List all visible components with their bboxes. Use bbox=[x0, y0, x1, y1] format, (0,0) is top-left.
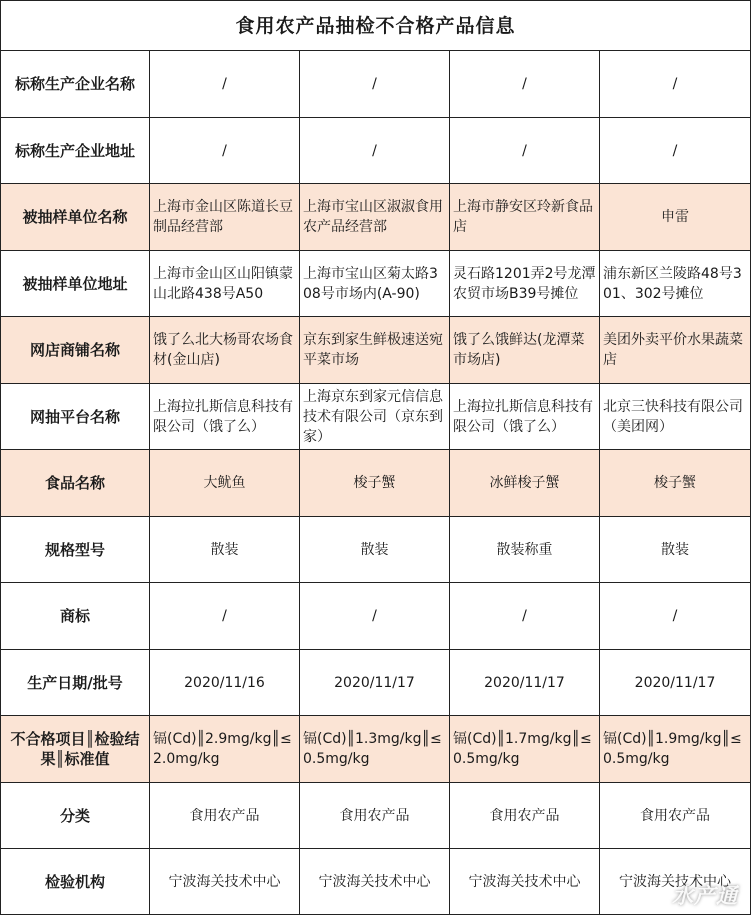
table-cell: 梭子蟹 bbox=[300, 450, 450, 517]
row-label: 网店商铺名称 bbox=[1, 317, 150, 384]
table-cell: 散装 bbox=[600, 517, 751, 583]
row-label: 商标 bbox=[1, 583, 150, 650]
table-cell: 饿了么饿鲜达(龙潭菜市场店) bbox=[450, 317, 600, 384]
row-label: 网抽平台名称 bbox=[1, 384, 150, 450]
row-label: 分类 bbox=[1, 783, 150, 849]
table-row bbox=[1, 118, 751, 184]
table-cell: 灵石路1201弄2号龙潭农贸市场B39号摊位 bbox=[450, 251, 600, 317]
row-label: 规格型号 bbox=[1, 517, 150, 583]
table-cell: / bbox=[600, 51, 751, 118]
table-row bbox=[1, 184, 751, 251]
table-cell: 大鱿鱼 bbox=[150, 450, 300, 517]
table-cell: / bbox=[450, 51, 600, 118]
table-cell: 北京三快科技有限公司（美团网） bbox=[600, 384, 751, 450]
table-row bbox=[1, 51, 751, 118]
table-cell: 散装 bbox=[300, 517, 450, 583]
table-cell: 京东到家生鲜极速送宛平菜市场 bbox=[300, 317, 450, 384]
table-cell: 食用农产品 bbox=[600, 783, 751, 849]
table-cell: 上海拉扎斯信息科技有限公司（饿了么） bbox=[150, 384, 300, 450]
table-cell: 2020/11/17 bbox=[600, 650, 751, 716]
table-row bbox=[1, 783, 751, 849]
table-cell: 上海市宝山区菊太路308号市场内(A-90) bbox=[300, 251, 450, 317]
table-cell: 上海市金山区山阳镇蒙山北路438号A50 bbox=[150, 251, 300, 317]
table-cell: 散装称重 bbox=[450, 517, 600, 583]
table-cell: 食用农产品 bbox=[150, 783, 300, 849]
table-cell: 宁波海关技术中心 bbox=[150, 849, 300, 915]
row-label: 不合格项目║检验结果║标准值 bbox=[1, 716, 150, 783]
table-cell: / bbox=[150, 51, 300, 118]
table-cell: 镉(Cd)║1.3mg/kg║≤0.5mg/kg bbox=[300, 716, 450, 783]
table-cell: / bbox=[450, 583, 600, 650]
table-cell: / bbox=[600, 118, 751, 184]
table-row bbox=[1, 251, 751, 317]
table-cell: 食用农产品 bbox=[300, 783, 450, 849]
table-row bbox=[1, 384, 751, 450]
table-cell: 梭子蟹 bbox=[600, 450, 751, 517]
table-row bbox=[1, 583, 751, 650]
row-label: 食品名称 bbox=[1, 450, 150, 517]
row-label: 标称生产企业名称 bbox=[1, 51, 150, 118]
table-cell: 食用农产品 bbox=[450, 783, 600, 849]
table-cell: 镉(Cd)║1.7mg/kg║≤0.5mg/kg bbox=[450, 716, 600, 783]
table-cell: 上海京东到家元信信息技术有限公司（京东到家） bbox=[300, 384, 450, 450]
table-cell: 上海拉扎斯信息科技有限公司（饿了么） bbox=[450, 384, 600, 450]
table-cell: / bbox=[300, 583, 450, 650]
table-cell: 申雷 bbox=[600, 184, 751, 251]
table-cell: / bbox=[600, 583, 751, 650]
row-label: 检验机构 bbox=[1, 849, 150, 915]
watermark-logo: 水产通 bbox=[672, 884, 738, 908]
table-cell: / bbox=[150, 583, 300, 650]
row-label: 被抽样单位名称 bbox=[1, 184, 150, 251]
table-cell: 冰鲜梭子蟹 bbox=[450, 450, 600, 517]
table-row bbox=[1, 517, 751, 583]
table-cell: 宁波海关技术中心 bbox=[600, 849, 751, 915]
row-label: 标称生产企业地址 bbox=[1, 118, 150, 184]
table-cell: 上海市金山区陈道长豆制品经营部 bbox=[150, 184, 300, 251]
table-cell: 宁波海关技术中心 bbox=[450, 849, 600, 915]
table-cell: 镉(Cd)║2.9mg/kg║≤2.0mg/kg bbox=[150, 716, 300, 783]
table-cell: 2020/11/17 bbox=[300, 650, 450, 716]
table-cell: 美团外卖平价水果蔬菜店 bbox=[600, 317, 751, 384]
table-cell: 2020/11/16 bbox=[150, 650, 300, 716]
table-cell: / bbox=[300, 51, 450, 118]
table-cell: / bbox=[150, 118, 300, 184]
table-row bbox=[1, 716, 751, 783]
table-row bbox=[1, 450, 751, 517]
table-cell: / bbox=[450, 118, 600, 184]
table-cell: 2020/11/17 bbox=[450, 650, 600, 716]
table-cell: / bbox=[300, 118, 450, 184]
row-label: 生产日期/批号 bbox=[1, 650, 150, 716]
row-label: 被抽样单位地址 bbox=[1, 251, 150, 317]
table-cell: 宁波海关技术中心 bbox=[300, 849, 450, 915]
table-row bbox=[1, 849, 751, 915]
table-row bbox=[1, 317, 751, 384]
table-cell: 饿了么北大杨哥农场食材(金山店) bbox=[150, 317, 300, 384]
table-cell: 浦东新区兰陵路48号301、302号摊位 bbox=[600, 251, 751, 317]
table-cell: 镉(Cd)║1.9mg/kg║≤0.5mg/kg bbox=[600, 716, 751, 783]
table-title: 食用农产品抽检不合格产品信息 bbox=[1, 1, 751, 51]
table-row bbox=[1, 650, 751, 716]
table-cell: 散装 bbox=[150, 517, 300, 583]
table-cell: 上海市静安区玲新食品店 bbox=[450, 184, 600, 251]
table-cell: 上海市宝山区淑淑食用农产品经营部 bbox=[300, 184, 450, 251]
